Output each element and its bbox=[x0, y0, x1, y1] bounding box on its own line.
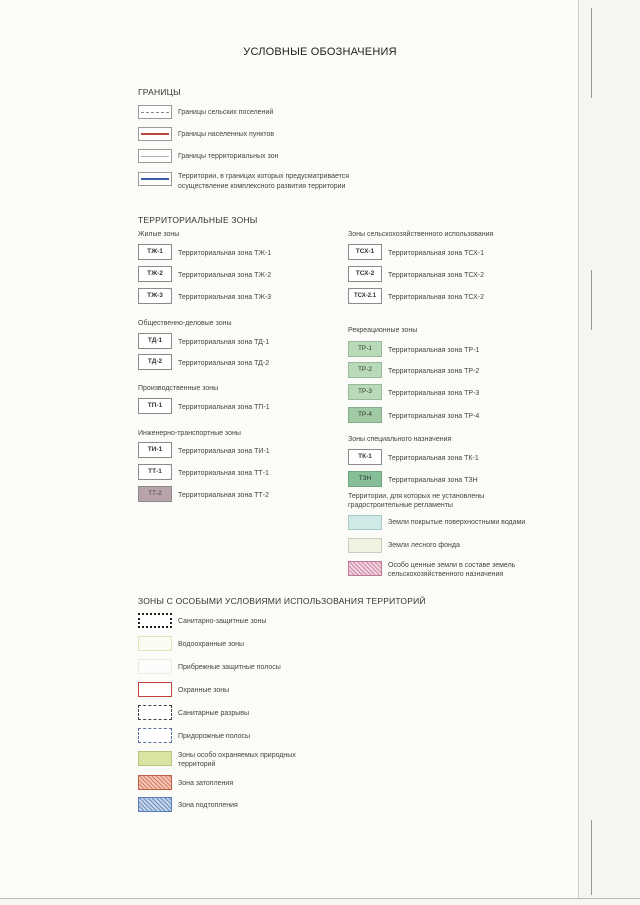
settlement-border-swatch bbox=[138, 105, 172, 119]
special-zone-label: территорий bbox=[178, 761, 216, 768]
zone-code-box-filled: ТР-3 bbox=[348, 384, 382, 400]
zone-code-box: ТД-1 bbox=[138, 333, 172, 349]
zone-label: Территориальная зона ТП-1 bbox=[178, 404, 270, 411]
water-protection-zone-swatch bbox=[138, 636, 172, 651]
zone-code-box: ТСХ-2.1 bbox=[348, 288, 382, 304]
security-zone-swatch bbox=[138, 682, 172, 697]
zone-label: Территориальная зона ТЖ-2 bbox=[178, 272, 272, 279]
roadside-strip-swatch bbox=[138, 728, 172, 743]
zone-code-box-filled: ТР-1 bbox=[348, 341, 382, 357]
special-purpose-zones-heading: Зоны специального назначения bbox=[348, 436, 452, 443]
zone-label: Территориальная зона ТР-3 bbox=[388, 390, 480, 397]
zone-code-box: ТЖ-2 bbox=[138, 266, 172, 282]
zone-code-box: ТИ-1 bbox=[138, 442, 172, 458]
borders-heading: ГРАНИЦЫ bbox=[138, 87, 181, 97]
zone-code-box-filled: ТР-2 bbox=[348, 362, 382, 378]
sanitary-gap-swatch bbox=[138, 705, 172, 720]
valuable-agricultural-lands-swatch bbox=[348, 561, 382, 576]
zone-code-box: ТП-1 bbox=[138, 398, 172, 414]
zone-label: Территориальная зона ТД-1 bbox=[178, 339, 270, 346]
land-label: Особо ценные земли в составе земель bbox=[388, 562, 516, 569]
protected-natural-area-swatch bbox=[138, 751, 172, 766]
borders-item-label: Границы сельских поселений bbox=[178, 109, 274, 116]
borders-item-label: Территории, в границах которых предусматривается bbox=[178, 173, 350, 180]
no-regulations-heading: градостроительные регламенты bbox=[348, 502, 453, 509]
complex-development-border-swatch bbox=[138, 172, 172, 186]
zone-label: Территориальная зона ТИ-1 bbox=[178, 448, 270, 455]
zone-label: Территориальная зона ТР-4 bbox=[388, 413, 480, 420]
zone-label: Территориальная зона ТР-1 bbox=[388, 347, 480, 354]
engineering-zones-heading: Инженерно-транспортные зоны bbox=[138, 430, 241, 437]
zone-label: Территориальная зона ТР-2 bbox=[388, 368, 480, 375]
underflooding-zone-swatch bbox=[138, 797, 172, 812]
zone-code-box: ТСХ-1 bbox=[348, 244, 382, 260]
special-zone-label: Зона затопления bbox=[178, 780, 234, 787]
zone-code-box-filled: ТТ-2 bbox=[138, 486, 172, 502]
forest-lands-swatch bbox=[348, 538, 382, 553]
special-zone-label: Водоохранные зоны bbox=[178, 641, 245, 648]
special-zone-label: Санитарно-защитные зоны bbox=[178, 618, 267, 625]
zone-label: Территориальная зона ТЗН bbox=[388, 477, 478, 484]
no-regulations-heading: Территории, для которых не установлены bbox=[348, 493, 485, 500]
special-conditions-heading: ЗОНЫ С ОСОБЫМИ УСЛОВИЯМИ ИСПОЛЬЗОВАНИЯ ТЕРРИТОРИЙ bbox=[138, 596, 426, 606]
zone-code-box-filled: ТР-4 bbox=[348, 407, 382, 423]
zone-label: Территориальная зона ТТ-1 bbox=[178, 470, 269, 477]
zone-code-box: ТК-1 bbox=[348, 449, 382, 465]
special-zone-label: Придорожные полосы bbox=[178, 733, 251, 740]
frame-edge-mark bbox=[591, 270, 592, 330]
land-label: Земли лесного фонда bbox=[388, 542, 460, 549]
zone-label: Территориальная зона ТЖ-3 bbox=[178, 294, 272, 301]
water-lands-swatch bbox=[348, 515, 382, 530]
zone-code-box: ТСХ-2 bbox=[348, 266, 382, 282]
zone-label: Территориальная зона ТСХ-2 bbox=[388, 272, 484, 279]
zone-label: Территориальная зона ТТ-2 bbox=[178, 492, 269, 499]
coastal-protection-strip-swatch bbox=[138, 659, 172, 674]
territorial-zones-heading: ТЕРРИТОРИАЛЬНЫЕ ЗОНЫ bbox=[138, 215, 258, 225]
industrial-zones-heading: Производственные зоны bbox=[138, 385, 219, 392]
zone-code-box-filled: ТЗН bbox=[348, 471, 382, 487]
special-zone-label: Зона подтопления bbox=[178, 802, 238, 809]
zone-code-box: ТТ-1 bbox=[138, 464, 172, 480]
business-zones-heading: Общественно-деловые зоны bbox=[138, 320, 232, 327]
zone-label: Территориальная зона ТСХ-1 bbox=[388, 250, 484, 257]
legend-title: УСЛОВНЫЕ ОБОЗНАЧЕНИЯ bbox=[243, 46, 397, 58]
zone-label: Территориальная зона ТСХ-2 bbox=[388, 294, 484, 301]
zone-label: Территориальная зона ТЖ-1 bbox=[178, 250, 272, 257]
special-zone-label: Охранные зоны bbox=[178, 687, 230, 694]
borders-item-label: Границы территориальных зон bbox=[178, 153, 279, 160]
land-label: сельскохозяйственного назначения bbox=[388, 571, 504, 578]
special-zone-label: Прибрежные защитные полосы bbox=[178, 664, 281, 671]
flooding-zone-swatch bbox=[138, 775, 172, 790]
special-zone-label: Санитарные разрывы bbox=[178, 710, 250, 717]
zone-code-box: ТД-2 bbox=[138, 354, 172, 370]
recreation-zones-heading: Рекреационные зоны bbox=[348, 327, 418, 334]
special-zone-label: Зоны особо охраняемых природных bbox=[178, 752, 296, 759]
borders-item-label: Границы населенных пунктов bbox=[178, 131, 275, 138]
residential-zones-heading: Жилые зоны bbox=[138, 231, 180, 238]
agricultural-zones-heading: Зоны сельскохозяйственного использования bbox=[348, 231, 494, 238]
borders-item-label: осуществление комплексного развития территории bbox=[178, 183, 346, 190]
frame-edge-mark bbox=[591, 820, 592, 895]
locality-border-swatch bbox=[138, 127, 172, 141]
zone-label: Территориальная зона ТК-1 bbox=[388, 455, 479, 462]
page-bottom-edge bbox=[0, 898, 640, 899]
land-label: Земли покрытые поверхностными водами bbox=[388, 519, 526, 526]
zone-border-swatch bbox=[138, 149, 172, 163]
zone-code-box: ТЖ-1 bbox=[138, 244, 172, 260]
sanitary-protection-zone-swatch bbox=[138, 613, 172, 628]
zone-code-box: ТЖ-3 bbox=[138, 288, 172, 304]
zone-label: Территориальная зона ТД-2 bbox=[178, 360, 270, 367]
